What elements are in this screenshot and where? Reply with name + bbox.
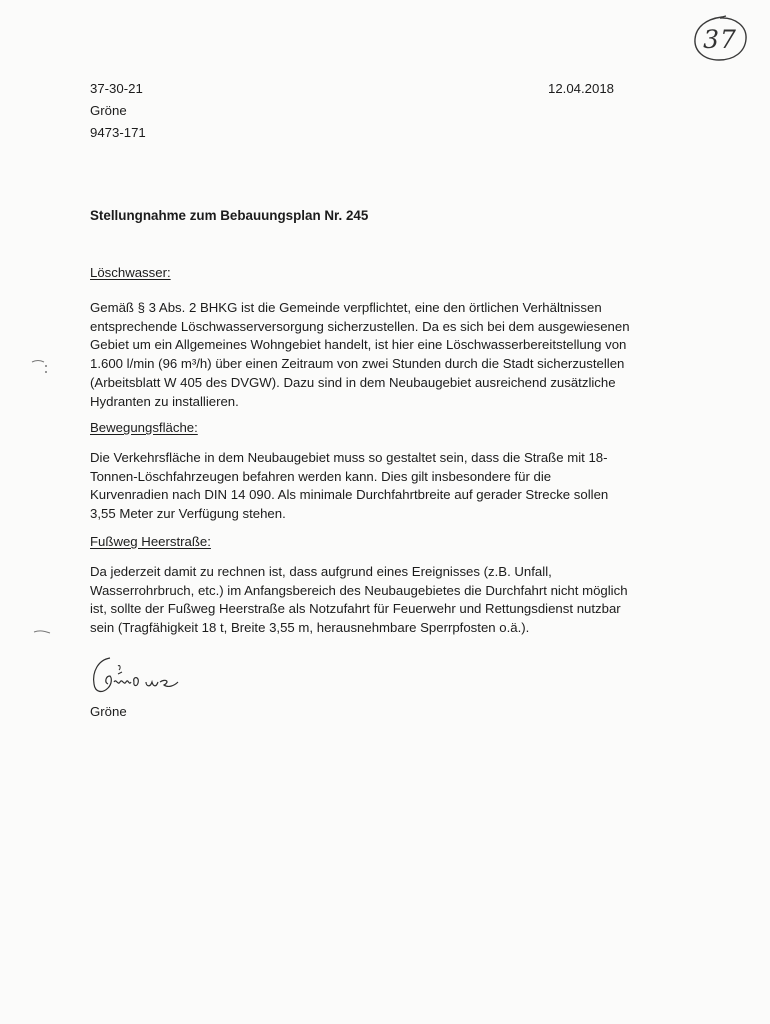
handwritten-signature [88, 652, 188, 704]
section-heading-bewegungsflaeche: Bewegungsfläche: [90, 420, 198, 435]
margin-hole-mark-icon [32, 627, 54, 637]
paragraph-line: Gemäß § 3 Abs. 2 BHKG ist die Gemeinde verpflichtet, eine den örtlichen Verhältnissen [90, 300, 602, 315]
page-number-text: 37 [703, 24, 737, 54]
letter-date: 12.04.2018 [548, 81, 615, 96]
paragraph-line: (Arbeitsblatt W 405 des DVGW). Dazu sind in dem Neubaugebiet ausreichend zusätzliche [90, 374, 616, 390]
paragraph-line: sein (Tragfähigkeit 18 t, Breite 3,55 m, herausnehmbare Sperrpfosten o.ä.). [90, 620, 530, 636]
handwritten-page-number [690, 14, 750, 64]
paragraph-line: Tonnen-Löschfahrzeugen befahren werden kann. Dies gilt insbesondere für die [90, 468, 552, 484]
section-body-fussweg [90, 563, 690, 638]
reference-number: 37-30-21 [90, 81, 143, 96]
paragraph-line: entsprechende Löschwasserversorgung sicherzustellen. Da es sich bei dem ausgewiesenen [90, 318, 630, 334]
margin-hole-mark-icon [30, 356, 54, 378]
section-body-loeschwasser [90, 299, 690, 411]
paragraph-line: 1.600 l/min (96 m³/h) über einen Zeitraum von zwei Stunden durch die Stadt sicherzustellen [90, 356, 625, 372]
section-heading-fussweg: Fußweg Heerstraße: [90, 534, 211, 549]
paragraph-line: Die Verkehrsfläche in dem Neubaugebiet muss so gestaltet sein, dass die Straße mit 18- [90, 450, 608, 465]
paragraph-line: Wasserrohrbruch, etc.) im Anfangsbereich des Neubaugebietes die Durchfahrt nicht möglich [90, 582, 628, 598]
section-body-bewegungsflaeche [90, 449, 690, 524]
subject-line: Stellungnahme zum Bebauungsplan Nr. 245 [90, 208, 369, 223]
author-name: Gröne [90, 103, 127, 118]
paragraph-line: 3,55 Meter zur Verfügung stehen. [90, 506, 286, 522]
phone-extension: 9473-171 [90, 125, 146, 140]
paragraph-line: ist, sollte der Fußweg Heerstraße als Notzufahrt für Feuerwehr und Rettungsdienst nutzbar [90, 601, 621, 617]
paragraph-line: Gebiet um ein Allgemeines Wohngebiet handelt, ist hier eine Löschwasserbereitstellung von [90, 337, 627, 353]
letter-header [90, 78, 146, 144]
signature-scribble-icon [88, 652, 188, 704]
paragraph-line: Hydranten zu installieren. [90, 393, 239, 409]
section-heading-loeschwasser: Löschwasser: [90, 265, 171, 280]
signer-name: Gröne [90, 704, 127, 719]
paragraph-line: Da jederzeit damit zu rechnen ist, dass aufgrund eines Ereignisses (z.B. Unfall, [90, 564, 552, 579]
paragraph-line: Kurvenradien nach DIN 14 090. Als minimale Durchfahrtbreite auf gerader Strecke sollen [90, 487, 609, 503]
